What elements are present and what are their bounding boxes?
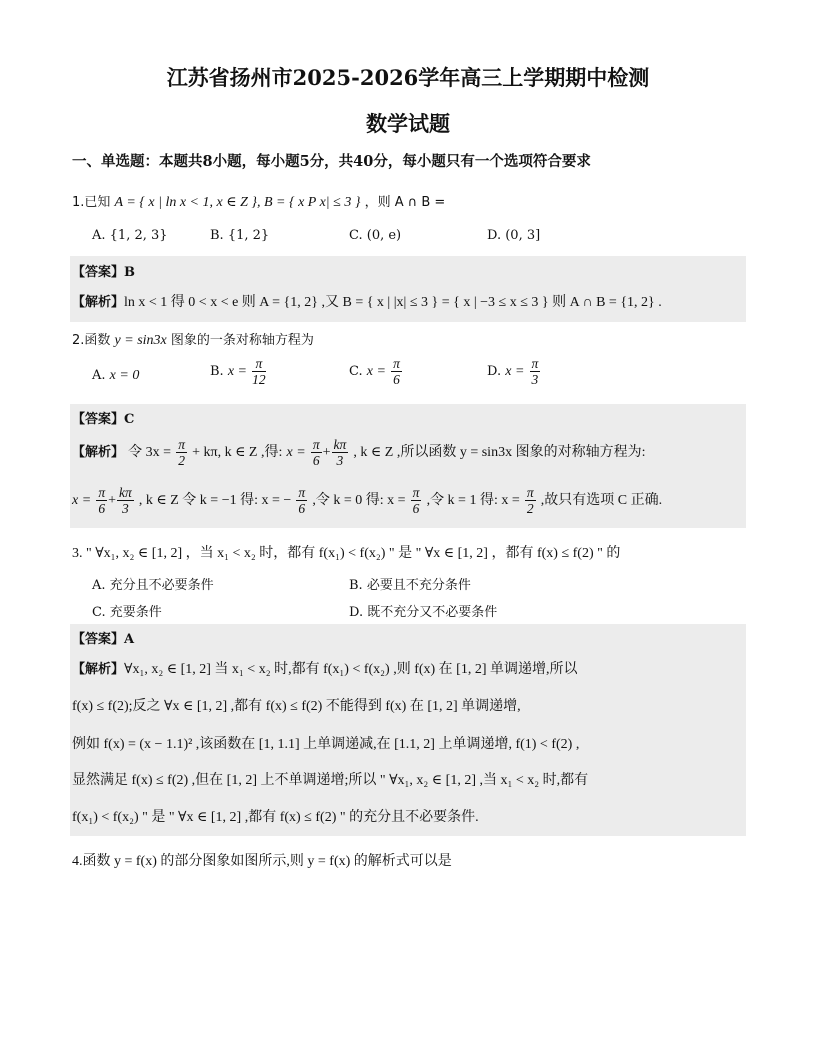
question-1-answer-box: [70, 256, 746, 322]
question-3-stem: 3. " ∀x₁, x₂ ∈ [1, 2] ，当 x₁ < x₂ 时，都有 f(x₁) < f(x₂) " 是 " ∀x ∈ [1, 2] ，都有 f(x) ≤ f(2) " 的: [72, 546, 621, 561]
question-3-option-d: D. 既不充分又不必要条件: [349, 605, 498, 620]
question-2-option-a: A. x = 0: [92, 368, 140, 383]
question-3-answer: 【答案】A: [72, 632, 135, 647]
question-1-analysis: 【解析】ln x < 1 得 0 < x < e 则 A = {1, 2} ,又 B = { x | |x| ≤ 3 } = { x | −3 ≤ x ≤ 3 } 则 A ∩ B = {1, 2} .: [72, 295, 662, 310]
question-3-option-b: B. 必要且不充分条件: [349, 578, 471, 593]
question-3-answer-box: [70, 624, 746, 836]
question-2-stem: 2.函数 y = sin3x 图象的一条对称轴方程为: [72, 333, 314, 348]
question-1-option-a: A. {1, 2, 3}: [92, 228, 168, 243]
question-3-option-c: C. 充要条件: [92, 605, 162, 620]
question-2-answer: 【答案】C: [72, 412, 135, 427]
question-1-option-c: C. (0, e): [349, 228, 402, 243]
question-2-analysis-line-1: 【解析】 令 3x = $\frac{\pi}{2}$ + kπ, k ∈ Z ,得: x = $\frac{\pi}{6}$ + $\frac{k\pi}{3}$ , k ∈ Z ,所以函数 y = sin3x 图象的对称轴方程为:: [72, 437, 646, 468]
question-3-option-a: A. 充分且不必要条件: [92, 578, 214, 593]
question-3-analysis-line-1: 【解析】∀x₁, x₂ ∈ [1, 2] 当 x₁ < x₂ 时,都有 f(x₁) < f(x₂) ,则 f(x) 在 [1, 2] 单调递增,所以: [72, 662, 578, 677]
question-2-option-c: C. x = $\frac{\pi}{6}$: [349, 356, 400, 387]
question-1-answer: 【答案】B: [72, 265, 135, 280]
question-3-analysis-line-3: 例如 f(x) = (x − 1.1)² ,该函数在 [1, 1.1] 上单调递减,在 [1.1, 2] 上单调递增, f(1) < f(2) ,: [72, 737, 580, 752]
question-3-analysis-line-4: 显然满足 f(x) ≤ f(2) ,但在 [1, 2] 上不单调递增;所以 " ∀x₁, x₂ ∈ [1, 2] ,当 x₁ < x₂ 时,都有: [72, 773, 589, 788]
section-heading: 一、单选题：本题共8小题，每小题5分，共40分，每小题只有一个选项符合要求: [72, 153, 591, 170]
question-2-option-b: B. x = $\frac{\pi}{12}$: [210, 356, 266, 387]
question-2-analysis-line-2: x = $\frac{\pi}{6}$ + $\frac{k\pi}{3}$ , k ∈ Z 令 k = −1 得: x = − $\frac{\pi}{6}$ ,令 k = 0 得: x = $\frac{\pi}{6}$ ,令 k = 1 得: x = $\frac{\pi}{2}$ ,故只有选项 C 正确.: [72, 485, 663, 516]
question-4-stem: 4.函数 y = f(x) 的部分图象如图所示,则 y = f(x) 的解析式可以是: [72, 854, 452, 869]
question-2-option-d: D. x = $\frac{\pi}{3}$: [487, 356, 539, 387]
page-title: 江苏省扬州市2025-2026学年高三上学期期中检测: [166, 65, 650, 90]
page-subtitle: 数学试题: [366, 111, 450, 136]
question-3-analysis-line-2: f(x) ≤ f(2);反之 ∀x ∈ [1, 2] ,都有 f(x) ≤ f(2) 不能得到 f(x) 在 [1, 2] 单调递增,: [72, 699, 521, 714]
question-1-stem: 1.已知 A = { x | ln x < 1, x ∈ Z }, B = { x P x| ≤ 3 } ，则 A ∩ B =: [72, 195, 446, 210]
question-1-option-b: B. {1, 2}: [210, 228, 270, 243]
question-1-option-d: D. (0, 3]: [487, 228, 541, 243]
question-3-analysis-line-5: f(x₁) < f(x₂) " 是 " ∀x ∈ [1, 2] ,都有 f(x) ≤ f(2) " 的充分且不必要条件.: [72, 810, 479, 825]
